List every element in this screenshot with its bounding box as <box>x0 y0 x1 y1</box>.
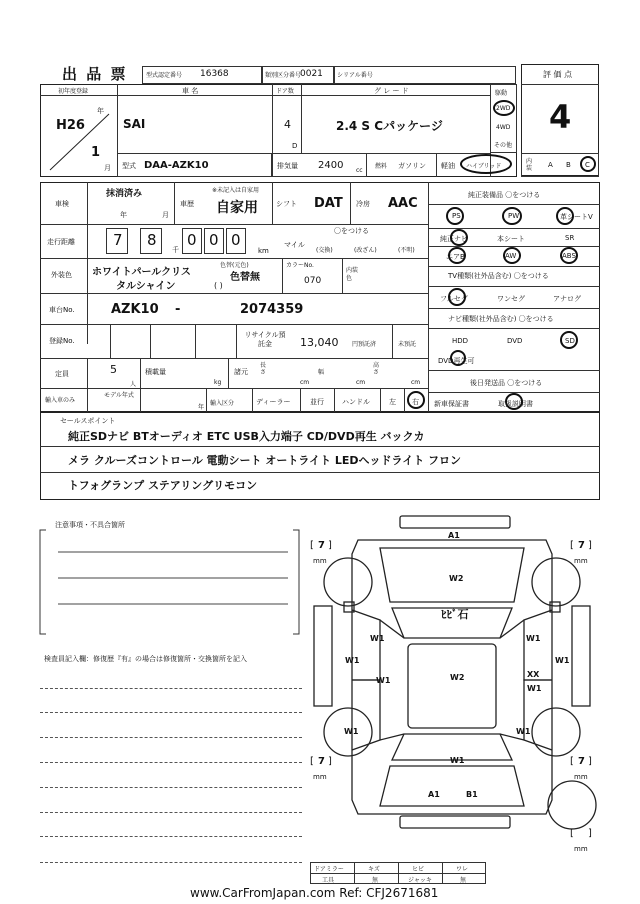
equip-airbag: エアB <box>446 253 465 261</box>
displacement-label: 排気量 <box>277 162 298 170</box>
mark-replaced: (交換) <box>316 247 333 254</box>
tv-oneseg: ワンセグ <box>497 295 525 303</box>
color-change-paren: ( ) <box>214 281 223 290</box>
tread-rr-unit: mm <box>574 773 588 781</box>
genuine-title: 純正装備品 〇をつける <box>468 191 541 199</box>
notes-bracket <box>38 528 303 638</box>
mark-roof: W2 <box>450 673 465 682</box>
score-value: 4 <box>549 98 572 136</box>
chassis-label: 車台No. <box>49 306 75 314</box>
fuel-label: 燃料 <box>375 163 388 170</box>
month-unit: 月 <box>104 164 111 172</box>
mark-left-rear: W1 <box>344 727 359 736</box>
navi-title: ナビ種類(社外品含む) 〇をつける <box>448 315 554 323</box>
document-title: 出 品 票 <box>62 65 128 83</box>
shift-label: シフト <box>276 200 297 208</box>
tv-fullseg: フルセグ <box>440 295 468 303</box>
color-no-label: カラーNo. <box>286 262 314 269</box>
footer-watermark: www.CarFromJapan.com Ref: CFJ2671681 <box>186 886 442 900</box>
mark-unknown: (不明) <box>398 247 415 254</box>
color-value-line1: ホワイトパールクリス <box>92 267 191 278</box>
color-value-line2: タルシャイン <box>116 281 176 292</box>
type-cert-value: 16368 <box>200 69 229 79</box>
mark-label: 〇をつける <box>334 227 369 235</box>
mileage-label: 走行距離 <box>47 238 75 246</box>
model-year-label: モデル年式 <box>104 392 134 399</box>
drive-4wd: 4WD <box>496 124 511 131</box>
notes-label: 注意事項・不具合箇所 <box>55 521 125 529</box>
load-unit: kg <box>214 379 222 386</box>
year-unit: 年 <box>97 107 104 115</box>
chassis-model: AZK10 <box>111 302 159 317</box>
legend-r2c2: 無 <box>372 877 379 884</box>
color-no-value: 070 <box>304 276 322 286</box>
tread-spare-open: [ <box>570 828 574 839</box>
model-label: 型式 <box>122 162 136 170</box>
model-value: DAA-AZK10 <box>144 160 209 171</box>
color-change-value: 色替無 <box>230 272 260 283</box>
equip-aw: AW <box>505 252 517 260</box>
tread-fr-close: ] <box>588 540 592 551</box>
drive-other: その他 <box>494 142 513 149</box>
tread-rr-value: 7 <box>578 756 585 767</box>
mark-roof-front: A1 <box>448 531 460 540</box>
recycle-unpaid: 未預託 <box>398 341 417 348</box>
tread-rl-unit: mm <box>313 773 327 781</box>
mark-rear-bumper-a: A1 <box>428 790 440 799</box>
fuel-diesel: 軽油 <box>441 162 455 170</box>
fuel-hybrid-circle <box>460 154 512 174</box>
legend-r2c4: 無 <box>460 877 467 884</box>
equip-leather: 革シートV <box>560 213 593 221</box>
fuel-gas: ガソリン <box>398 162 426 170</box>
drive-label: 駆動 <box>495 90 508 97</box>
shift-value: DAT <box>314 196 343 211</box>
displacement-unit: cc <box>356 167 363 174</box>
first-reg-month: 1 <box>91 145 101 160</box>
doors-value: 4 <box>284 118 291 131</box>
equip-abs: ABS <box>562 252 576 260</box>
dealer-label: ディーラー <box>256 398 291 406</box>
interior-color-label: 内装色 <box>346 267 359 282</box>
mark-altered: (改ざん) <box>354 247 377 254</box>
sales-line-2: メラ クルーズコントロール 電動シート オートライト LEDヘッドライト フロン <box>68 454 462 467</box>
equip-ps: PS <box>452 212 461 220</box>
mileage-digit-2: 8 <box>147 231 157 249</box>
tread-spare-unit: mm <box>574 845 588 853</box>
tread-fl-value: 7 <box>318 540 325 551</box>
mark-trunk: W1 <box>450 756 465 765</box>
equip-pw: PW <box>508 212 520 220</box>
mark-right-front-door: W1 <box>555 656 570 665</box>
interior-c-circle <box>580 156 596 172</box>
drive-2wd-circle <box>493 100 515 116</box>
tread-fr-unit: mm <box>574 557 588 565</box>
inspection-label: 車検 <box>55 200 69 208</box>
post-warranty: 新車保証書 <box>434 400 469 408</box>
tread-spare-close: ] <box>588 828 592 839</box>
mark-right-rear-xx: XX <box>527 670 540 679</box>
door-suffix: D <box>292 142 298 150</box>
color-label: 外装色 <box>51 271 72 279</box>
tv-analog: アナログ <box>553 295 581 303</box>
import-class-label: 輸入区分 <box>210 400 235 407</box>
mark-hood: W2 <box>449 574 464 583</box>
legend-r1c1: ドアミラー <box>314 866 344 873</box>
ac-value: AAC <box>388 196 418 211</box>
reg-label: 登録No. <box>49 337 75 345</box>
displacement-value: 2400 <box>318 160 344 171</box>
tread-rr-close: ] <box>588 756 592 767</box>
mileage-digit-1: 7 <box>113 231 123 249</box>
tread-rr-open: [ <box>570 756 574 767</box>
km-unit: km <box>258 247 269 255</box>
tread-fr-open: [ <box>570 540 574 551</box>
legend-r1c3: ヒビ <box>412 866 425 873</box>
recycle-value: 13,040 <box>300 336 339 349</box>
use-label: 車歴 <box>180 200 194 208</box>
mileage-note-label: マイル <box>284 241 305 249</box>
first-reg-label: 初年度登録 <box>58 88 89 95</box>
recycle-paid: 円預託済 <box>352 341 377 348</box>
navi-sd: SD <box>565 337 575 345</box>
left-label: 左 <box>389 398 396 406</box>
mark-rear-bumper-b: B1 <box>466 790 478 799</box>
class-value: 0021 <box>300 69 323 79</box>
class-label: 類別区分番号 <box>265 72 302 79</box>
grade-label: グ レ ー ド <box>374 87 409 95</box>
legend-r2c1: 工具 <box>322 877 335 884</box>
dims-label: 諸元 <box>234 368 248 376</box>
sales-line-1: 純正SDナビ BTオーディオ ETC USB入力端子 CD/DVD再生 バックカ <box>68 430 425 443</box>
interior-a: A <box>548 161 553 169</box>
mark-left-rear-door: W1 <box>376 676 391 685</box>
tread-rl-open: [ <box>310 756 314 767</box>
color-change-label: 色替(元色) <box>220 262 249 269</box>
tread-fl-open: [ <box>310 540 314 551</box>
length-unit: cm <box>300 379 310 386</box>
handle-label: ハンドル <box>342 398 370 406</box>
tread-fr-value: 7 <box>578 540 585 551</box>
thousand-unit: 千 <box>172 246 179 254</box>
mileage-digit-4: 0 <box>209 231 219 249</box>
model-year-unit: 年 <box>198 404 205 411</box>
use-note: ※未記入は自家用 <box>212 187 260 194</box>
tread-fl-unit: mm <box>313 557 327 565</box>
legend-r1c2: キズ <box>368 866 380 873</box>
width-label: 幅 <box>318 369 325 376</box>
ac-label: 冷房 <box>356 200 370 208</box>
drive-2wd: 2WD <box>496 105 511 112</box>
legend-r1c4: ワレ <box>456 866 469 873</box>
equip-seat: 本シート <box>497 235 525 243</box>
right-label: 右 <box>412 398 419 406</box>
length-label: 長さ <box>260 362 267 376</box>
mileage-digit-3: 0 <box>187 231 197 249</box>
tread-rl-value: 7 <box>318 756 325 767</box>
chassis-number: 2074359 <box>240 302 304 317</box>
interior-b: B <box>566 161 571 169</box>
interior-c: C <box>585 161 590 169</box>
inspector-label: 検査員記入欄：修復歴『有』の場合は修復箇所・交換箇所を記入 <box>44 655 247 663</box>
load-label: 積載量 <box>145 368 166 376</box>
mark-right-front-fender: W1 <box>526 634 541 643</box>
car-name-value: SAI <box>123 117 146 131</box>
inspection-year: 年 <box>120 211 127 219</box>
post-title: 後日発送品 〇をつける <box>470 379 543 387</box>
post-manual: 取扱説明書 <box>498 400 533 408</box>
width-unit: cm <box>356 379 366 386</box>
mark-left-front-door: W1 <box>345 656 360 665</box>
first-reg-era: H26 <box>56 118 85 133</box>
height-label: 高さ <box>373 362 380 376</box>
score-label: 評 価 点 <box>543 70 573 79</box>
tread-fl-close: ] <box>328 540 332 551</box>
navi-dvd-play: DVD再生可 <box>438 357 475 365</box>
capacity-label: 定員 <box>55 370 69 378</box>
import-label: 輸入車のみ <box>45 397 76 404</box>
type-cert-label: 型式認定番号 <box>146 72 183 79</box>
capacity-unit: 人 <box>130 381 137 388</box>
sales-points-label: セールスポイント <box>60 417 116 425</box>
interior-label: 内装 <box>526 158 533 172</box>
navi-dvd: DVD <box>507 337 523 345</box>
mark-right-rear-door: W1 <box>527 684 542 693</box>
serial-label: シリアル番号 <box>337 72 373 79</box>
mark-right-rear: W1 <box>516 727 531 736</box>
mileage-digit-5: 0 <box>231 231 241 249</box>
tv-title: TV種類(社外品含む) 〇をつける <box>448 272 549 280</box>
right-circle <box>407 391 425 409</box>
doors-label: ドア数 <box>276 88 294 95</box>
legend-r2c3: ジャッキ <box>408 877 432 884</box>
parallel-label: 並行 <box>310 398 324 406</box>
mark-left-front-fender: W1 <box>370 634 385 643</box>
equip-navi: 純正ナビ <box>440 235 468 243</box>
inspection-value: 抹消済み <box>106 189 143 199</box>
chassis-dash: - <box>175 302 181 317</box>
capacity-value: 5 <box>110 363 117 376</box>
navi-hdd: HDD <box>452 337 469 345</box>
mark-windshield: ﾋﾋﾞ石 <box>441 608 469 621</box>
height-unit: cm <box>411 379 421 386</box>
tread-rl-close: ] <box>328 756 332 767</box>
fuel-hybrid: ハイブリッド <box>466 163 502 170</box>
equip-sr: SR <box>565 234 575 242</box>
inspection-month: 月 <box>162 211 169 219</box>
recycle-label: リサイクル預託金 <box>244 331 286 348</box>
sales-line-3: トフォグランプ ステアリングリモコン <box>68 479 258 492</box>
grade-value: 2.4 S Cパッケージ <box>336 119 443 133</box>
use-value: 自家用 <box>216 200 258 216</box>
car-name-label: 車 名 <box>182 87 199 95</box>
